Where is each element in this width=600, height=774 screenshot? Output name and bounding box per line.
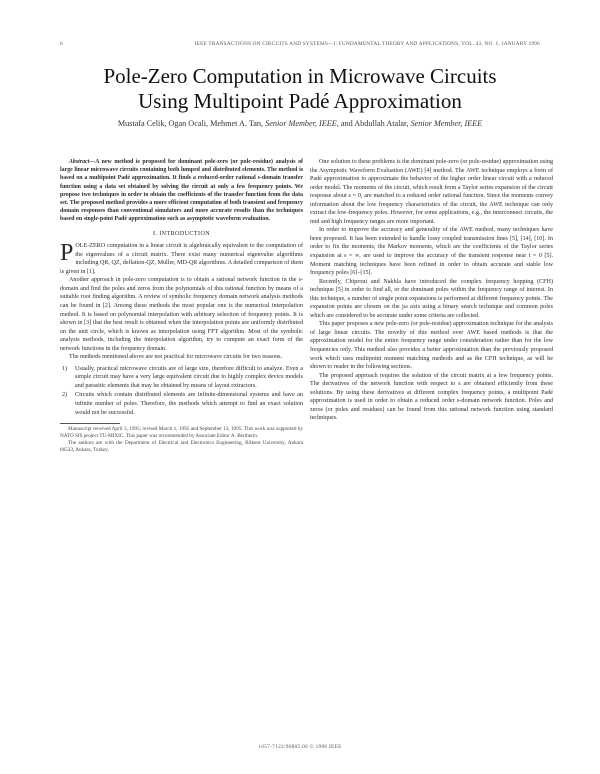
list-item [60,391,303,417]
paper-title [40,64,560,114]
footnote-divider [60,423,120,424]
running-header [60,41,540,47]
author-affiliation-tan: Senior Member, IEEE, [265,119,339,128]
footnote-affiliation: The authors are with the Department of Electrical and Electronics Engineering, Bilkent University, Ankara 06533, Ankara, Turkey. [60,440,303,454]
copyright-code: 1057-7122/96$05.00 © 1996 IEEE [258,744,342,750]
intro-paragraph-1 [60,242,303,276]
right-paragraph-2: In order to improve the accuracy and generality of the AWE method, many techniques have been proposed. It has been extended to handle lossy coupled transmission lines [5], [14], [10]. In order to fix the moments, the Markov moments, which are the coefficients of the Taylor series expansion at s = ∞, are used to improve the accuracy of the transient response near t = 0 [5]. Moment matching techniques have been refined in order to obtain accurate and stable low frequency poles [6]–[15]. [310,227,553,277]
title-line-1: Pole-Zero Computation in Microwave Circuits [103,64,497,88]
right-paragraph-4: This paper proposes a new pole-zero (or pole-residue) approximation technique for the analysis of large linear circuits. The novelty of this method over AWE based methods is that the approximation model for the entire frequency range under consideration rather than for the low frequencies only. This method also provides a better approximation than the previously proposed work which uses multipoint moment matching methods and as the CFH technique, as will be shown to reader in the following sections. [310,321,553,371]
reason-list [60,365,303,417]
page-number: 6 [60,41,63,47]
intro-paragraph-1-text: OLE-ZERO computation in a linear circuit is algebraically equivalent to the computation of the eigenvalues of a circuit matrix. There exist many numerical eigenvalue algorithms including QR, QZ, deflation-QZ, Muller, MD-QR algorithms. A detailed comparison of them is given in [1]. [60,243,303,275]
right-paragraph-5: The proposed approach requires the solution of the circuit matrix at a few frequency points. The derivatives of the network function with respect to s are obtained efficiently from these solutions. By using these derivatives at different complex frequency points, a multipoint Padé approximation is used in order to obtain a reduced order s-domain network function. Poles and zeros (or poles and residues) can be found from this rational network function using standard techniques. [310,372,553,422]
list-item-text: Circuits which contain distributed elements are infinite-dimensional systems and have an infinite number of poles. Therefore, the methods which attempt to find an exact solution would not be successful. [75,392,303,416]
author-line [40,119,560,128]
author-last: and Abdullah Atalar, [340,119,409,128]
right-column [310,158,553,423]
abstract [60,158,303,224]
list-item-number: 1) [62,365,68,372]
author-names: Mustafa Celik, Ogan Ocali, Mehmet A. Tan, [117,119,264,128]
list-item-text: Usually, practical microwave circuits are of large size, therefore difficult to analyze. Even a simple circuit may have a very large equivalent circuit due to highly complex device models and parasitic elements that may be obtained by means of layout extractors. [75,365,303,389]
right-paragraph-3: Recently, Chiprout and Nakhla have introduced the complex frequency hopping (CFH) technique [5] in order to find all, or the dominant poles within the frequency range of interest. In this technique, a number of single point expansions is performed at different frequency points. The expansion points are chosen on the jω axis using a binary search technique and common poles which are considered to be accurate under some criteria are collected. [310,278,553,319]
section-heading-introduction: I. INTRODUCTION [152,230,211,237]
journal-running-title: IEEE TRANSACTIONS ON CIRCUITS AND SYSTEMS—I: FUNDAMENTAL THEORY AND APPLICATIONS, VOL. 43, NO. 1, JANUARY 1996 [194,41,540,47]
footnote-received: Manuscript received April 3, 1995; revised March 1, 1995 and September 13, 1995. This work was supported by NATO SfS project TU-MIXIC. This paper was recommended by Associate Editor A. Bertherin. [60,426,303,440]
author-affiliation-atalar: Senior Member, IEEE [410,119,483,128]
list-item-number: 2) [62,392,68,399]
abstract-text: A new method is proposed for dominant pole-zero (or pole-residue) analysis of large linear microwave circuits containing both lumped and distributed elements. The method is based on a multipoint Padé approximation. It finds a reduced-order rational s-domain transfer function using a data set obtained by solving the circuit at only a few frequency points. We propose two techniques in order to obtain the coefficients of the transfer function from the data set. The proposed method provides a more efficient computation of both transient and frequency domain responses than conventional simulators and more accurate results than the techniques based on single-point Padé approximation such as asymptotic waveform evaluation. [60,159,303,223]
intro-paragraph-2: Another approach in pole-zero computation is to obtain a rational network function in the s-domain and find the poles and zeros from the polynomials of this rational function by means of a suitable root finding algorithm. A review of symbolic frequency domain network analysis methods can be found in [2]. Among these methods the most popular one is the numerical interpolation method. It is based on polynomial interpolation with arbitrary selection of frequency points. It is shown in [3] that the best result is obtained when the interpolation points are uniformly distributed on the unit circle, which is known as interpolation using FFT algorithm. Most of the symbolic analysis methods, including the interpolation algorithm, try to compute an exact form of the network functions in the frequency domain. [60,277,303,352]
abstract-label: Abstract— [69,159,96,165]
intro-paragraph-3: The methods mentioned above are not practical for microwave circuits for two reasons. [69,354,283,361]
right-paragraph-1: One solution to these problems is the dominant pole-zero (or pole-residue) approximation using the Asymptotic Waveform Evaluation (AWE) [4] method. The AWE technique employs a form of Padé approximation to approximate the behavior of the higher order linear circuit with a reduced order model. The moments of the circuit, which result from a Taylor series expansion of the circuit response about s = 0, are matched to a reduced order rational function. Since the moments convey information about the low frequency characteristics of the circuit, the AWE technique can only extract the low-frequency poles. However, for some applications, e.g., the interconnect circuits, the mid and high frequency ranges are more important. [310,159,553,225]
left-column [60,158,303,454]
footnotes [60,426,303,454]
drop-cap: P [60,240,74,267]
list-item [60,365,303,391]
title-line-2: Using Multipoint Padé Approximation [138,89,462,113]
